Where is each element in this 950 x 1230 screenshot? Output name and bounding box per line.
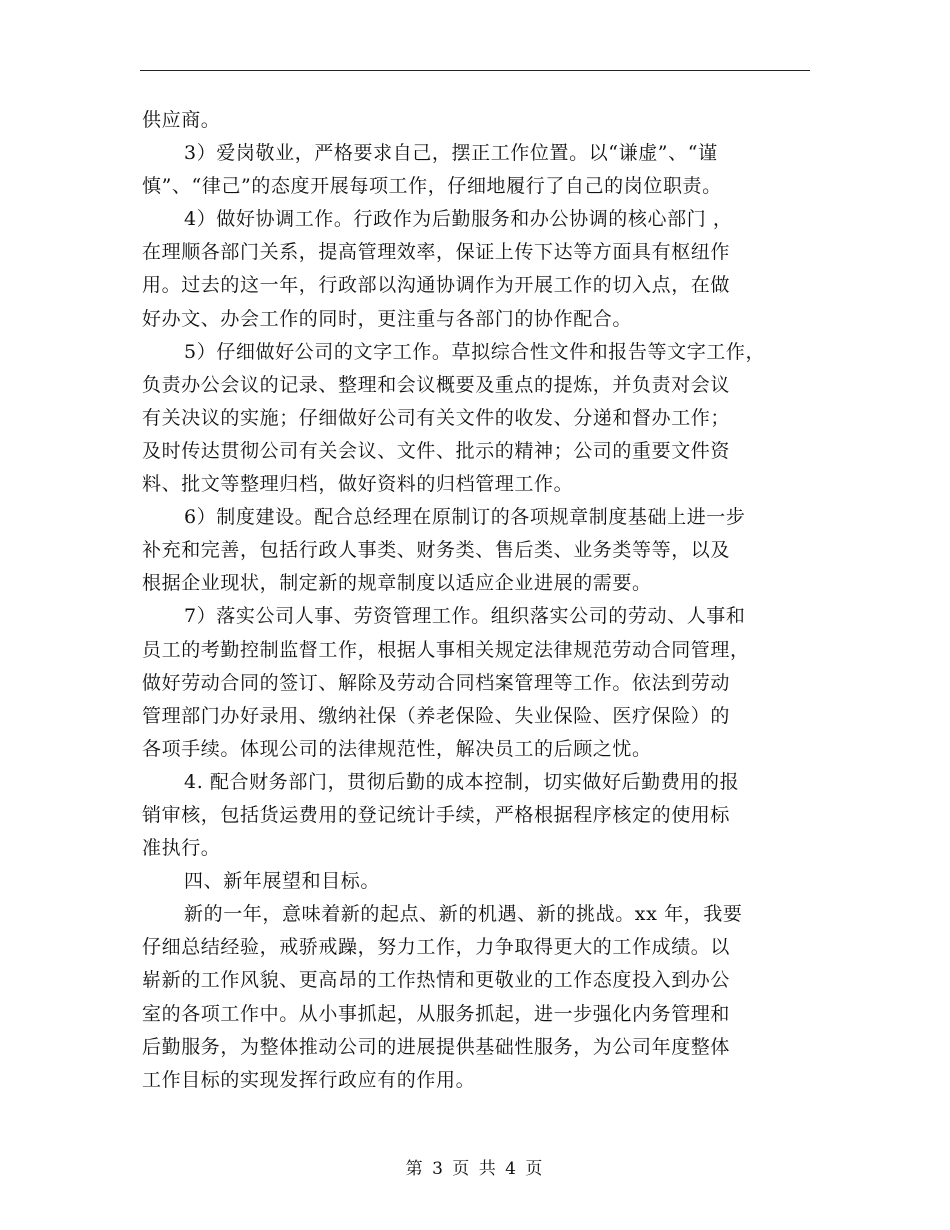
- text-line: 补充和完善，包括行政人事类、财务类、售后类、业务类等等，以及: [142, 539, 731, 562]
- text-line: 工作目标的实现发挥行政应有的作用。: [142, 1068, 476, 1091]
- text-line: 7）落实公司人事、劳资管理工作。组织落实公司的劳动、人事和: [184, 605, 746, 628]
- text-line: 准执行。: [142, 837, 221, 860]
- text-line: 崭新的工作风貌、更高昂的工作热情和更敬业的工作态度投入到办公: [142, 969, 731, 992]
- text-line: 做好劳动合同的签订、解除及劳动合同档案管理等工作。依法到劳动: [142, 671, 731, 694]
- text-line: 仔细总结经验，戒骄戒躁，努力工作，力争取得更大的工作成绩。以: [142, 936, 731, 959]
- text-line: 6）制度建设。配合总经理在原制订的各项规章制度基础上进一步: [184, 506, 746, 529]
- text-line: 有关决议的实施；仔细做好公司有关文件的收发、分递和督办工作；: [142, 406, 731, 429]
- text-line: 室的各项工作中。从小事抓起，从服务抓起，进一步强化内务管理和: [142, 1002, 731, 1025]
- text-line: 销审核，包括货运费用的登记统计手续，严格根据程序核定的使用标: [142, 803, 731, 826]
- text-line: 料、批文等整理归档，做好资料的归档管理工作。: [142, 473, 574, 496]
- text-line: 3）爱岗敬业，严格要求自己，摆正工作位置。以“谦虚”、“谨: [184, 142, 718, 165]
- text-line: 及时传达贯彻公司有关会议、文件、批示的精神；公司的重要文件资: [142, 439, 731, 462]
- text-line: 4. 配合财务部门，贯彻后勤的成本控制，切实做好后勤费用的报: [184, 770, 740, 793]
- text-line: 新的一年，意味着新的起点、新的机遇、新的挑战。xx 年，我要: [184, 903, 743, 926]
- text-line: 管理部门办好录用、缴纳社保（养老保险、失业保险、医疗保险）的: [142, 704, 731, 727]
- text-line: 根据企业现状，制定新的规章制度以适应企业进展的需要。: [142, 572, 652, 595]
- header-rule: [140, 70, 810, 71]
- page-footer: 第 3 页 共 4 页: [405, 1159, 545, 1179]
- text-line: 5）仔细做好公司的文字工作。草拟综合性文件和报告等文字工作，: [184, 340, 766, 363]
- text-line: 好办文、办会工作的同时，更注重与各部门的协作配合。: [142, 307, 633, 330]
- text-line: 各项手续。体现公司的法律规范性，解决员工的后顾之忧。: [142, 737, 652, 760]
- text-line: 负责办公会议的记录、整理和会议概要及重点的提炼，并负责对会议: [142, 373, 731, 396]
- text-line: 慎”、“律己”的态度开展每项工作，仔细地履行了自己的岗位职责。: [142, 175, 722, 198]
- text-line: 4）做好协调工作。行政作为后勤服务和办公协调的核心部门 ，: [184, 208, 733, 231]
- document-body: [142, 104, 812, 1097]
- text-line: 用。过去的这一年，行政部以沟通协调作为开展工作的切入点，在做: [142, 274, 731, 297]
- text-line: 供应商。: [142, 109, 221, 131]
- text-line: 四、新年展望和目标。: [184, 870, 381, 893]
- text-line: 员工的考勤控制监督工作，根据人事相关规定法律规范劳动合同管理，: [142, 638, 750, 661]
- text-line: 后勤服务，为整体推动公司的进展提供基础性服务，为公司年度整体: [142, 1035, 731, 1058]
- text-line: 在理顺各部门关系，提高管理效率，保证上传下达等方面具有枢纽作: [142, 241, 731, 264]
